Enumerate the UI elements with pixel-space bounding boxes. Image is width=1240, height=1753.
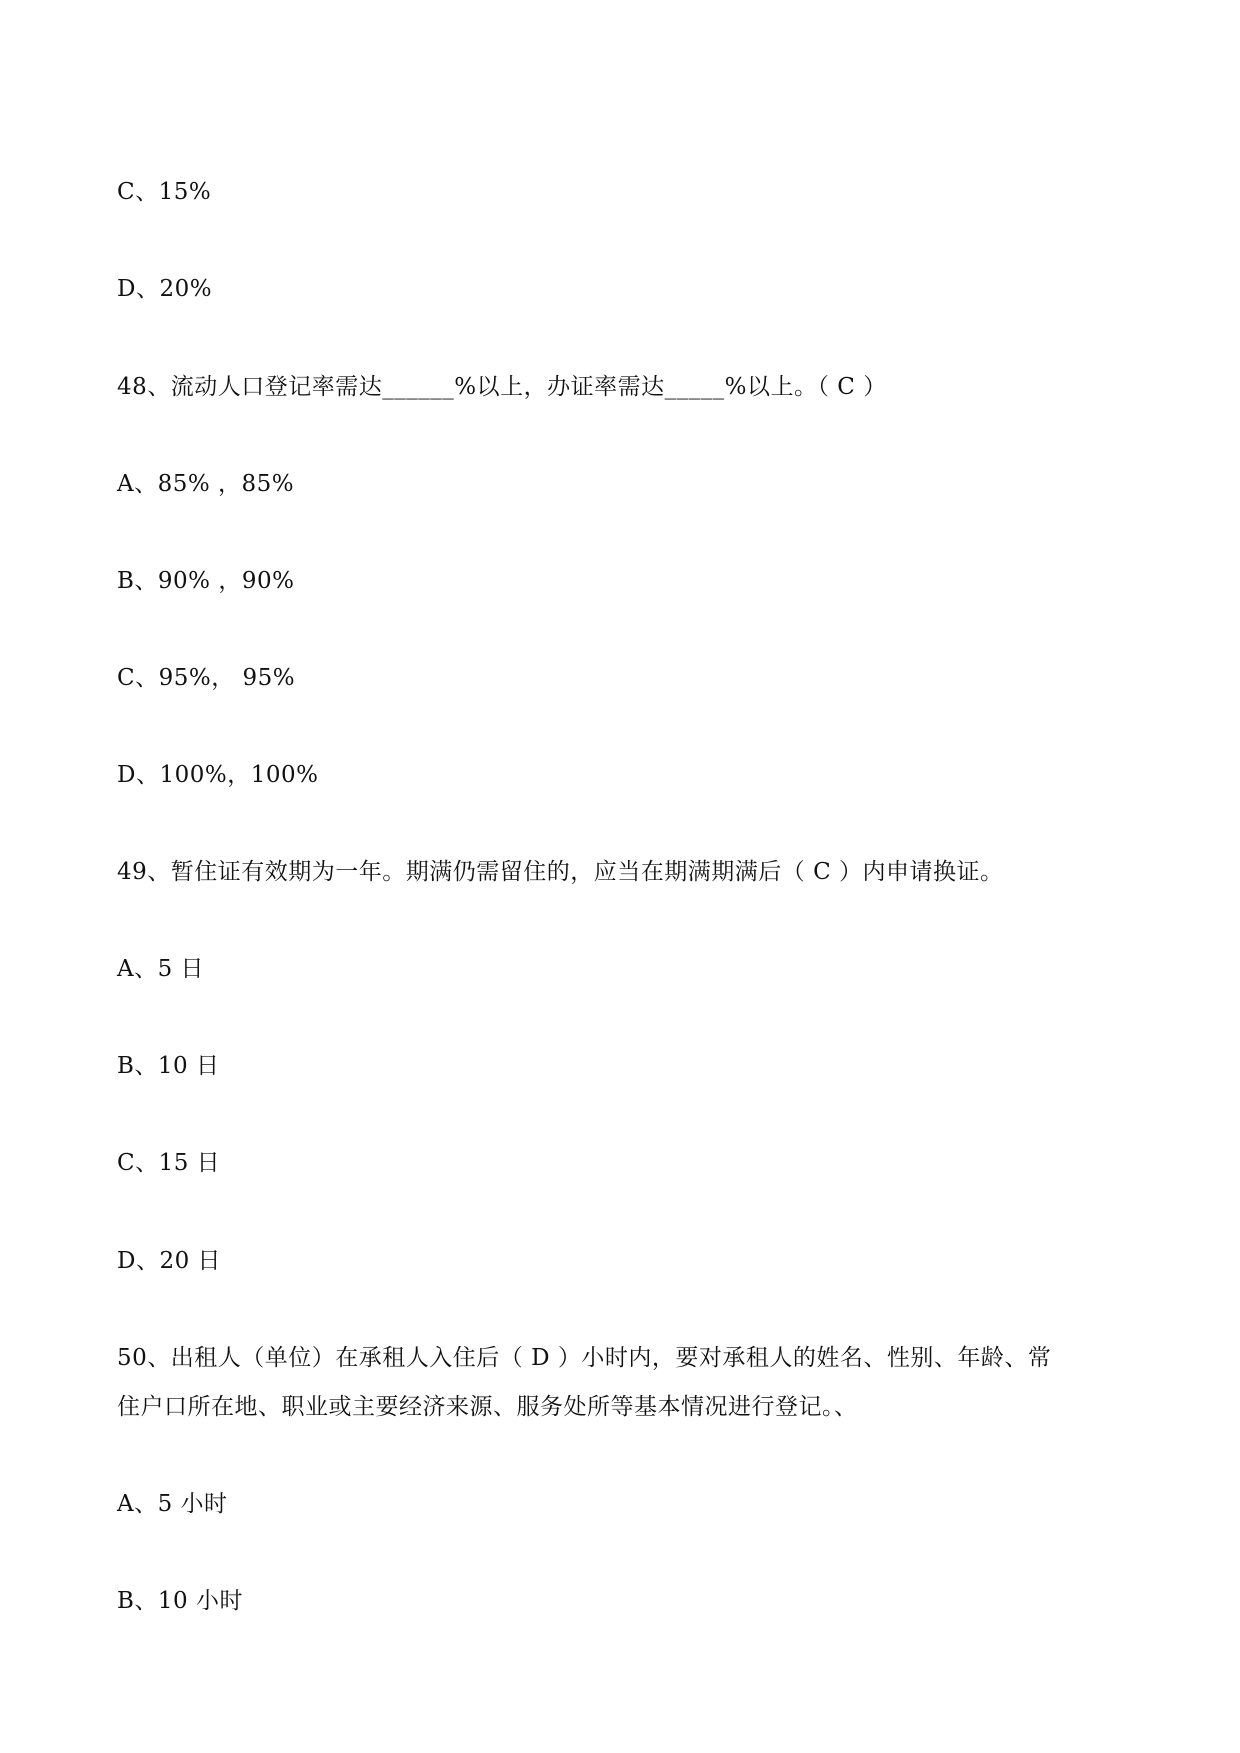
option-d-q48: D、100%，100% [117, 762, 319, 788]
option-a-q50: A、5 小时 [117, 1491, 228, 1517]
question-50-line2: 住户口所在地、职业或主要经济来源、服务处所等基本情况进行登记。、 [117, 1394, 858, 1420]
option-b-q48: B、90% ，90% [117, 568, 295, 594]
question-49: 49、暂住证有效期为一年。期满仍需留住的，应当在期满期满后（ C ）内申请换证。 [117, 859, 1004, 885]
question-48: 48、流动人口登记率需达______%以上，办证率需达_____%以上。（ C ） [117, 374, 887, 400]
question-50-line1: 50、出租人（单位）在承租人入住后（ D ）小时内，要对承租人的姓名、性别、年龄、常 [117, 1345, 1052, 1371]
option-c-q49: C、15 日 [117, 1150, 221, 1176]
option-b-q49: B、10 日 [117, 1053, 220, 1079]
option-a-q49: A、5 日 [117, 956, 205, 982]
option-a-q48: A、85% ，85% [117, 471, 295, 497]
option-d-q47: D、20% [117, 276, 213, 302]
option-d-q49: D、20 日 [117, 1248, 222, 1274]
option-b-q50: B、10 小时 [117, 1588, 243, 1614]
option-c-q48: C、95%， 95% [117, 665, 296, 691]
option-c-q47: C、15% [117, 179, 212, 205]
